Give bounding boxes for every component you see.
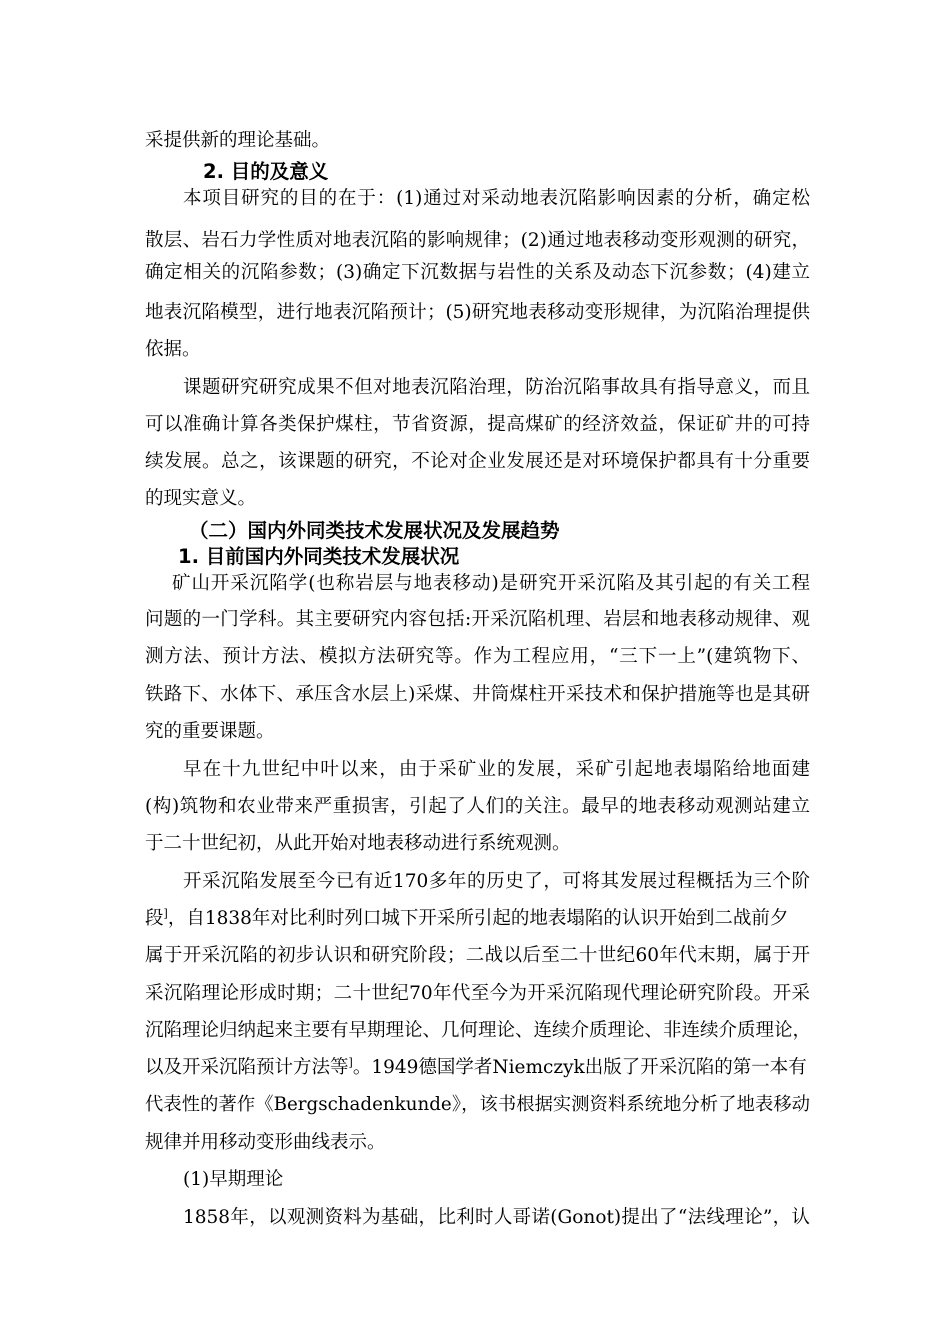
text-line: 可以准确计算各类保护煤柱，节省资源，提高煤矿的经济效益，保证矿井的可持 (145, 414, 810, 435)
text-fragment: 以及开采沉陷预计方法等 (145, 1057, 349, 1078)
text-fragment: 。1949德国学者Niemczyk出版了开采沉陷的第一本有 (352, 1057, 807, 1078)
text-line: 本项目研究的目的在于：(1)通过对采动地表沉陷影响因素的分析，确定松 (183, 188, 810, 209)
text-line: 测方法、预计方法、模拟方法研究等。作为工程应用，“三下一上”(建筑物下、 (145, 646, 810, 667)
reference-marker: ] (348, 1055, 353, 1069)
text-line: 1858年，以观测资料为基础，比利时人哥诺(Gonot)提出了“法线理论”，认 (183, 1207, 810, 1228)
text-line: 续发展。总之，该课题的研究，不论对企业发展还是对环境保护都具有十分重要 (145, 451, 810, 472)
text-line: 散层、岩石力学性质对地表沉陷的影响规律；(2)通过地表移动变形观测的研究， (145, 230, 810, 251)
text-line: 课题研究研究成果不但对地表沉陷治理，防治沉陷事故具有指导意义，而且 (183, 377, 810, 398)
text-line: 铁路下、水体下、承压含水层上)采煤、井筒煤柱开采技术和保护措施等也是其研 (145, 684, 810, 705)
subsection-label: (1)早期理论 (183, 1169, 284, 1190)
text-line: 的现实意义。 (145, 488, 257, 509)
text-line: 依据。 (145, 339, 201, 360)
text-line: 地表沉陷模型，进行地表沉陷预计；(5)研究地表移动变形规律，为沉陷治理提供 (145, 302, 810, 323)
text-line: 采沉陷理论形成时期；二十世纪70年代至今为开采沉陷现代理论研究阶段。开采 (145, 983, 810, 1004)
text-line: (构)筑物和农业带来严重损害，引起了人们的关注。最早的地表移动观测站建立 (145, 796, 810, 817)
text-line-with-ref (145, 1056, 810, 1080)
text-line: 规律并用移动变形曲线表示。 (145, 1132, 386, 1153)
text-line: 早在十九世纪中叶以来，由于采矿业的发展，采矿引起地表塌陷给地面建 (183, 759, 810, 780)
text-line: 问题的一门学科。其主要研究内容包括:开采沉陷机理、岩层和地表移动规律、观 (145, 609, 810, 630)
section-heading-current-status: 1. 目前国内外同类技术发展状况 (178, 545, 460, 568)
section-heading-domestic-foreign: （二）国内外同类技术发展状况及发展趋势 (189, 519, 560, 542)
text-line: 属于开采沉陷的初步认识和研究阶段；二战以后至二十世纪60年代末期，属于开 (145, 945, 810, 966)
text-line: 开采沉陷发展至今已有近170多年的历史了，可将其发展过程概括为三个阶 (183, 871, 810, 892)
section-heading-purpose: 2. 目的及意义 (203, 160, 329, 183)
reference-marker: ] (163, 906, 168, 920)
text-line: 沉陷理论归纳起来主要有早期理论、几何理论、连续介质理论、非连续介质理论， (145, 1020, 812, 1041)
text-line: 确定相关的沉陷参数；(3)确定下沉数据与岩性的关系及动态下沉参数；(4)建立 (145, 262, 810, 283)
text-line: 采提供新的理论基础。 (145, 130, 331, 151)
text-fragment: ，自1838年对比利时列口城下开采所引起的地表塌陷的认识开始到二战前夕 (167, 908, 789, 929)
text-fragment: 段 (145, 908, 164, 929)
text-line: 矿山开采沉陷学(也称岩层与地表移动)是研究开采沉陷及其引起的有关工程 (172, 573, 810, 594)
text-line: 代表性的著作《Bergschadenkunde》，该书根据实测资料系统地分析了地表移动 (145, 1094, 810, 1115)
text-line: 究的重要课题。 (145, 721, 275, 742)
text-line: 于二十世纪初，从此开始对地表移动进行系统观测。 (145, 833, 571, 854)
text-line-with-ref (145, 907, 810, 931)
